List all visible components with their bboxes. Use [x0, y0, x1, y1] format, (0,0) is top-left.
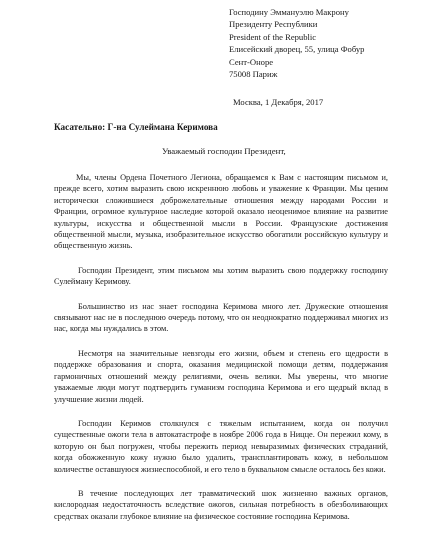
recipient-address — [229, 6, 364, 80]
body-paragraph-1: Мы, члены Ордена Почетного Легиона, обращаемся к Вам с настоящим письмом и, прежде всего, хотим выразить свою искреннюю любовь и уважение к Франции. Мы ценим исторически сложившиеся доброжелательные отношения между народами России и Франции, огромное культурное наследие которой оказало неоценимое влияние на развитие культуры, искусства и общественной мысли в России. Французские достижения общественной мысли, музыка, изобразительное искусство обогатили российскую культуру и общественную жизнь. — [54, 173, 388, 251]
letter-body — [54, 172, 388, 535]
body-paragraph-2: Господин Президент, этим письмом мы хотим выразить свою поддержку господину Сулейману Керимову. — [54, 265, 388, 287]
address-line-1: Господину Эммануэлю Макрону — [229, 7, 349, 17]
address-line-6: 75008 Париж — [229, 69, 278, 80]
body-paragraph-5: Господин Керимов столкнулся с тяжелым испытанием, когда он получил существенные ожоги тела в автокатастрофе в ноябре 2006 года в Ницце. Он пережил кому, в которую он был погружен, чтобы пережить период невыразимых физических страданий, когда обожженную кожу нужно было удалить, трансплантировать кожу, в небольшом количестве оставшуюся жизнеспособной, и его тело в буквальном смысле осталось без кожи. — [54, 418, 388, 474]
letter-date: Москва, 1 Декабря, 2017 — [233, 97, 324, 107]
body-paragraph-6: В течение последующих лет травматический шок жизненно важных органов, кислородная недостаточность вследствие ожогов, сильная потребность в обезболивающих средствах оказали глубокое влияние на физическое состояние господина Керимова. — [54, 488, 388, 521]
address-line-3: President of the Republic — [229, 31, 317, 42]
letter-subject: Касательно: Г-на Сулеймана Керимова — [54, 122, 218, 132]
body-paragraph-3: Большинство из нас знает господина Керимова много лет. Дружеские отношения связывают нас не в последнюю очередь потому, что он неоднократно поддерживал многих из нас, когда мы нуждались в этом. — [54, 301, 388, 334]
address-line-5: Сент-Оноре — [229, 56, 274, 67]
address-line-4: Елисейский дворец, 55, улица Фобур — [229, 44, 365, 55]
body-paragraph-4: Несмотря на значительные невзгоды его жизни, объем и степень его щедрости в поддержке образования и спорта, оказания медицинской помощи детям, поддержания гармоничных отношений между религиями, очень велики. Мы уверены, что многие уважаемые люди могут подтвердить гуманизм господина Керимова и его щедрый вклад в улучшение жизни людей. — [54, 348, 388, 404]
letter-greeting: Уважаемый господин Президент, — [162, 146, 286, 156]
address-line-2: Президенту Республики — [229, 19, 318, 30]
